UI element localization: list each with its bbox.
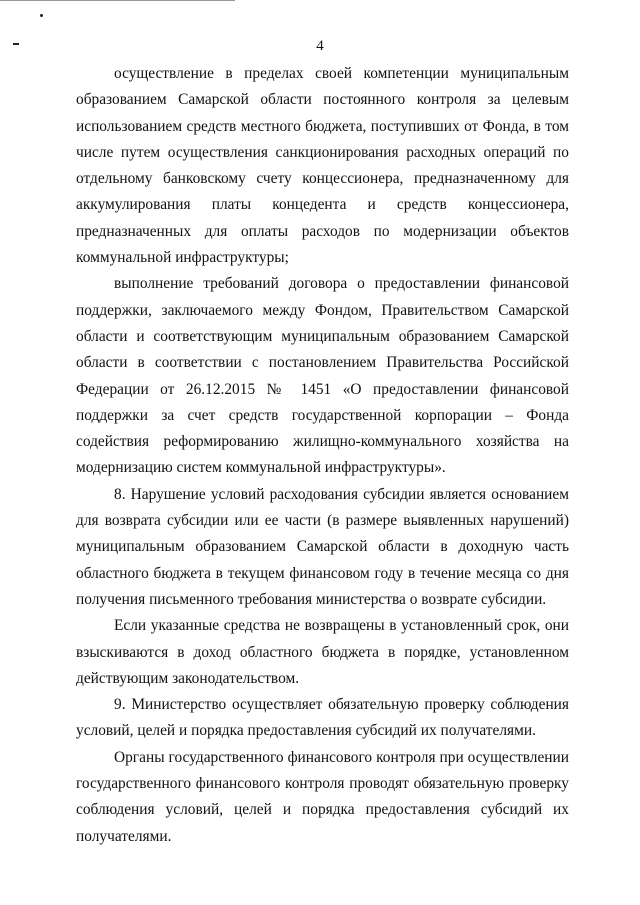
document-body [76, 61, 569, 850]
scan-speck [40, 14, 43, 17]
paragraph-recovery: Если указанные средства не возвращены в установленный срок, они взыскиваются в доход областного бюджета в порядке, установленном действующим законодательством. [76, 617, 569, 687]
page-number: 4 [316, 38, 324, 54]
paragraph-agreement-requirements: выполнение требований договора о предоставлении финансовой поддержки, заключаемого между Фондом, Правительством Самарской области и соответствующим муниципальным образованием Самарской области в соответствии с постановлением Правительства Российской Федерации от 26.12.2015 № 1451 «О предоставлении финансовой поддержки за счет средств государственной корпорации – Фонда содействия реформированию жилищно-коммунального хозяйства на модернизацию систем коммунальной инфраструктуры». [76, 275, 569, 477]
paragraph-item-8-violation: 8. Нарушение условий расходования субсидии является основанием для возврата субсидии или ее части (в размере выявленных нарушений) муниципальным образованием Самарской области в доходную часть областного бюджета в текущем финансовом году в течение месяца со дня получения письменного требования министерства о возврате субсидии. [76, 485, 569, 608]
paragraph-item-9-inspection: 9. Министерство осуществляет обязательную проверку соблюдения условий, целей и порядка предоставления субсидий их получателями. [76, 696, 569, 740]
paragraph-municipal-control: осуществление в пределах своей компетенции муниципальным образованием Самарской области постоянного контроля за целевым использованием средств местного бюджета, поступивших от Фонда, в том числе путем осуществления санкционирования расходных операций по отдельному банковскому счету концессионера, предназначенному для аккумулирования платы концедента и средств концессионера, предназначенных для оплаты расходов по модернизации объектов коммунальной инфраструктуры; [76, 65, 569, 267]
paragraph-financial-control-bodies: Органы государственного финансового контроля при осуществлении государственного финансового контроля проводят обязательную проверку соблюдения условий, целей и порядка предоставления субсидий их получателями. [76, 748, 569, 845]
scan-edge-line [0, 0, 235, 1]
